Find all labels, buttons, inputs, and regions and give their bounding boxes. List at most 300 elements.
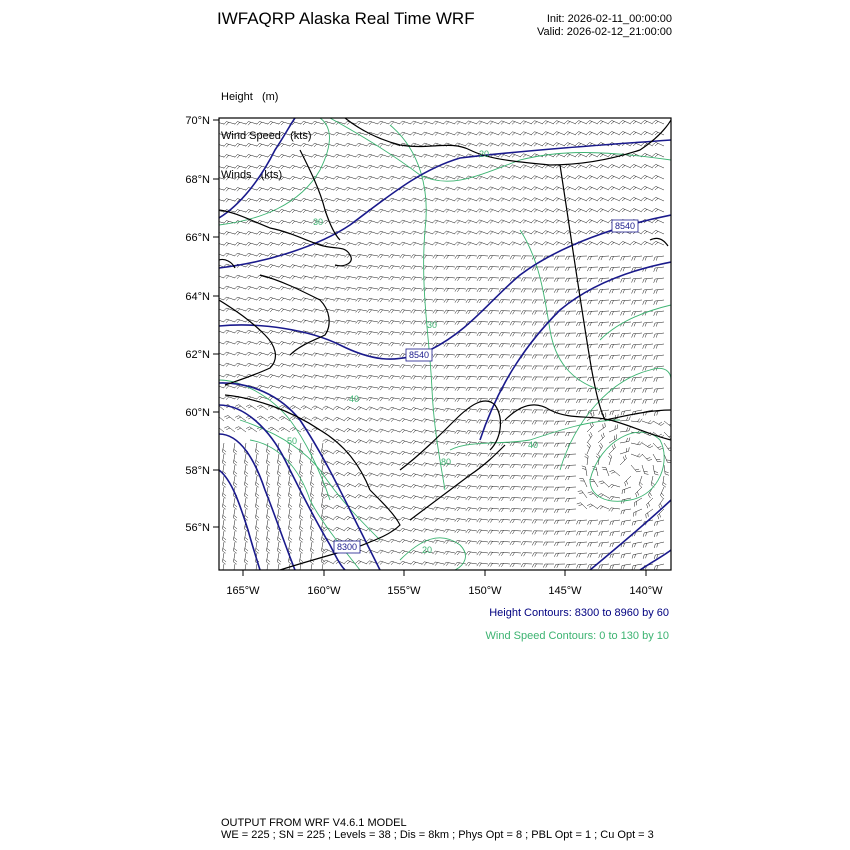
wind-barb [587, 344, 598, 348]
wind-barb [455, 496, 466, 500]
wind-barb [543, 231, 554, 235]
wind-barb [356, 309, 367, 313]
wind-barb [257, 363, 268, 367]
wind-barb [609, 241, 620, 245]
wind-barb [389, 398, 400, 402]
wind-barb [609, 267, 620, 271]
wind-barb [422, 132, 433, 136]
wind-barb [290, 375, 301, 379]
wind-barb [246, 275, 257, 279]
wind-barb [389, 418, 400, 422]
wind-barb [246, 330, 257, 334]
wind-barb [455, 441, 466, 445]
wind-barb [299, 498, 303, 509]
wind-barb [268, 330, 279, 334]
wind-barb [587, 443, 591, 454]
wind-barb [499, 399, 510, 403]
wind-barb [565, 198, 576, 202]
wind-barb [477, 255, 488, 259]
wind-barb [378, 364, 389, 368]
wind-barb [367, 254, 378, 258]
wind-barb [312, 276, 323, 280]
wind-barb [543, 377, 554, 381]
wind-barb [631, 120, 642, 124]
wind-barb [608, 454, 612, 465]
wind-barb [279, 364, 290, 368]
wind-barb [257, 264, 268, 268]
wind-barb [400, 528, 411, 532]
wind-barb [277, 509, 281, 520]
wind-barb [255, 531, 259, 542]
wind-barb [488, 231, 499, 235]
wind-barb [367, 407, 378, 411]
wind-barb [367, 198, 378, 202]
wind-barb [631, 131, 642, 135]
wind-barb [477, 409, 488, 413]
wind-barb [312, 331, 323, 335]
longitude-axis [226, 570, 663, 597]
wind-barb [213, 199, 224, 203]
wind-barb [323, 298, 334, 302]
wind-barb [277, 465, 281, 476]
wind-barb [588, 553, 598, 558]
wind-barb [643, 355, 653, 360]
wind-barb [510, 132, 521, 136]
wind-barb [444, 551, 455, 555]
wind-barb [411, 529, 422, 533]
wind-barb [521, 300, 532, 304]
wind-barb [621, 399, 631, 403]
wind-barb [565, 355, 576, 359]
wind-barb [532, 143, 543, 147]
wind-barb [488, 332, 499, 336]
wind-barb [521, 333, 532, 337]
wind-barb [213, 166, 224, 170]
wind-barb [510, 541, 521, 545]
wind-barb [222, 520, 226, 531]
wind-barb [257, 188, 268, 192]
wind-barb [631, 465, 641, 472]
wind-barb [510, 377, 521, 381]
wind-barb [643, 333, 653, 338]
wind-barb [246, 199, 257, 203]
wind-barb [510, 165, 521, 169]
wind-barb [268, 231, 279, 235]
wind-barb [378, 473, 389, 477]
wind-barb [277, 553, 281, 564]
wind-barb [378, 287, 389, 291]
wind-barb [510, 420, 521, 424]
wind-barb [576, 564, 587, 568]
wind-barb [345, 187, 356, 191]
wind-barb [222, 509, 226, 520]
wind-barb [510, 143, 521, 147]
wind-barb [356, 220, 367, 224]
wind-barb [323, 450, 334, 454]
wind-barb [411, 165, 422, 169]
wind-barb [213, 122, 224, 126]
wind-barb [521, 487, 532, 491]
wind-barb [632, 278, 642, 283]
wind-barb [411, 277, 422, 281]
wind-barb [321, 487, 325, 498]
wind-barb [477, 288, 488, 292]
wind-barb [433, 398, 444, 402]
wind-barb [310, 553, 314, 564]
wind-barb [609, 186, 620, 190]
wind-barb [422, 562, 433, 566]
wind-barb [224, 144, 235, 148]
wind-barb [323, 276, 334, 280]
wind-barb [643, 278, 653, 283]
wind-barb [532, 176, 543, 180]
wind-barb [400, 561, 411, 565]
wind-barb [268, 385, 279, 389]
wind-barb [301, 364, 312, 368]
wind-barb [334, 331, 345, 335]
wind-barb [422, 387, 433, 391]
wind-barb [433, 242, 444, 246]
wind-barb [587, 300, 598, 304]
wind-barb [543, 509, 554, 513]
wind-barb [433, 452, 444, 456]
wind-barb [477, 508, 488, 512]
wind-barb [543, 553, 554, 557]
wind-barb [609, 333, 620, 337]
wind-barb [422, 242, 433, 246]
wind-barb [400, 484, 411, 488]
wind-barb [444, 376, 455, 380]
wind-barb [565, 278, 576, 282]
wind-barb [642, 186, 653, 190]
wind-barb [422, 452, 433, 456]
wind-barb [246, 144, 257, 148]
wind-barb [565, 289, 576, 293]
wind-barb [466, 266, 477, 270]
wind-barb [632, 256, 642, 261]
wind-barb [554, 399, 565, 403]
wind-barb [499, 497, 510, 501]
wind-barb [411, 376, 422, 380]
wind-barb [422, 121, 433, 125]
wind-barb [356, 143, 367, 147]
wind-barb [444, 187, 455, 191]
wind-barb [532, 278, 543, 282]
wind-barb [609, 344, 620, 348]
wind-barb [466, 354, 477, 358]
wind-barb [334, 386, 345, 390]
wind-barb [312, 386, 323, 390]
wind-barb [510, 267, 521, 271]
wind-barb [532, 242, 543, 246]
wind-barb [222, 553, 226, 564]
wind-barb [321, 542, 325, 553]
wind-barb [367, 342, 378, 346]
wind-barb [367, 287, 378, 291]
wind-barb [521, 154, 532, 158]
wind-barb [345, 406, 356, 410]
wind-barb [400, 440, 411, 444]
wind-barb [532, 487, 543, 491]
wind-barb [433, 518, 444, 522]
wind-barb [532, 476, 543, 480]
wind-barb [477, 453, 488, 457]
wind-barb [634, 498, 642, 507]
wind-barb [312, 143, 323, 147]
wind-barb [488, 475, 499, 479]
wind-barb [444, 507, 455, 511]
wind-barb [400, 398, 411, 402]
wind-barb [466, 332, 477, 336]
wind-barb [301, 198, 312, 202]
wind-barb [543, 487, 554, 491]
wind-barb [444, 132, 455, 136]
wind-barb [367, 386, 378, 390]
wind-barb [334, 143, 345, 147]
wind-barb [266, 520, 270, 531]
wind-barb [301, 209, 312, 213]
wind-barb [235, 188, 246, 192]
wind-barb [389, 561, 400, 565]
wind-barb [257, 385, 268, 389]
wind-barb [433, 277, 444, 281]
wind-barb [532, 509, 543, 513]
wind-barb [643, 377, 653, 382]
wind-barb [488, 420, 499, 424]
wind-barb [378, 309, 389, 313]
wind-barb [488, 387, 499, 391]
wind-barb [411, 209, 422, 213]
wind-barb [411, 332, 422, 336]
wind-barb [334, 220, 345, 224]
wind-barb [466, 365, 477, 369]
wind-barb [631, 418, 642, 422]
wind-barb [510, 442, 521, 446]
wind-barb [543, 242, 554, 246]
wind-barb [345, 386, 356, 390]
wind-barb [323, 242, 334, 246]
wind-barb [532, 498, 543, 502]
wind-barb [389, 495, 400, 499]
wind-barb [532, 542, 543, 546]
wind-barb [477, 486, 488, 490]
wind-barb [246, 243, 257, 247]
wind-barb [334, 364, 345, 368]
wind-barb [356, 165, 367, 169]
wind-barb [400, 343, 411, 347]
height-contour [590, 500, 671, 570]
wind-barb [367, 242, 378, 246]
wind-barb [400, 550, 411, 554]
wind-barb [488, 343, 499, 347]
wind-barb [477, 121, 488, 125]
wind-barb [532, 520, 543, 524]
wind-barb [477, 220, 488, 224]
wind-barb [290, 298, 301, 302]
wind-barb [334, 209, 345, 213]
wind-barb [499, 453, 510, 457]
wind-barb [488, 563, 499, 567]
wind-barb [257, 144, 268, 148]
wind-barb [587, 220, 598, 224]
wind-barb [554, 520, 565, 524]
wind-barb [411, 266, 422, 270]
wind-barb [521, 388, 532, 392]
wind-barb [588, 531, 598, 536]
wind-barb [213, 253, 224, 257]
wind-barb [378, 462, 389, 466]
wind-barb [554, 487, 565, 491]
wind-barb [455, 518, 466, 522]
wind-barb [632, 366, 642, 371]
wind-barb [334, 298, 345, 302]
wind-barb [477, 187, 488, 191]
wind-barb [642, 164, 653, 168]
wind-barb [378, 154, 389, 158]
wind-barb [455, 242, 466, 246]
wind-barb [532, 355, 543, 359]
wind-barb [664, 432, 674, 438]
wind-barb [389, 310, 400, 314]
wind-barb [323, 176, 334, 180]
wind-barb [255, 487, 259, 498]
wind-barb [488, 552, 499, 556]
wind-barb [334, 406, 345, 410]
wind-barb [400, 299, 411, 303]
wind-barb [268, 187, 279, 191]
wind-barb [213, 177, 224, 181]
wind-barb [422, 474, 433, 478]
wind-barb [477, 530, 488, 534]
wind-barb [609, 496, 620, 500]
wind-barb [587, 278, 598, 282]
wind-barb [444, 299, 455, 303]
wind-barb [312, 353, 323, 357]
wind-barb [378, 320, 389, 324]
wind-barb [620, 208, 631, 212]
wind-barb [598, 209, 609, 213]
wind-barb [367, 418, 378, 422]
wind-barb [279, 331, 290, 335]
wind-barb [378, 132, 389, 136]
wind-barb [301, 143, 312, 147]
wind-barb [598, 322, 609, 326]
wind-barb [521, 531, 532, 535]
wind-barb [521, 421, 532, 425]
wind-barb [455, 321, 466, 325]
wind-barb [400, 429, 411, 433]
wind-barb [631, 164, 642, 168]
wind-barb [389, 451, 400, 455]
wind-barb [510, 289, 521, 293]
wind-barb [422, 154, 433, 158]
wind-barb [345, 342, 356, 346]
wind-barb [224, 275, 235, 279]
height-contour [640, 550, 671, 570]
wind-barb [378, 209, 389, 213]
wind-barb [488, 530, 499, 534]
wind-barb [455, 187, 466, 191]
wind-barb [488, 242, 499, 246]
wind-barb [279, 198, 290, 202]
wind-barb [213, 330, 224, 334]
wind-barb [521, 256, 532, 260]
wind-barb [654, 300, 664, 305]
wind-barb [345, 309, 356, 313]
wind-barb [400, 495, 411, 499]
wind-barb [345, 417, 356, 421]
wind-barb [389, 332, 400, 336]
wind-barb [444, 474, 455, 478]
wind-barb [620, 455, 626, 465]
wind-barb [455, 277, 466, 281]
wind-barb [466, 198, 477, 202]
wind-barb [488, 497, 499, 501]
wind-barb [532, 366, 543, 370]
wind-barb [266, 531, 270, 542]
wind-barb [400, 154, 411, 158]
wind-barb [466, 299, 477, 303]
wind-barb [521, 542, 532, 546]
wind-barb [222, 498, 226, 509]
wind-barb [632, 300, 642, 305]
height-contours [219, 118, 671, 570]
wind-barb [312, 397, 323, 401]
wind-barb [510, 322, 521, 326]
wind-barb [310, 531, 314, 542]
wind-barb [389, 550, 400, 554]
wind-barb [378, 429, 389, 433]
wind-barb [257, 133, 268, 137]
wind-barb [642, 230, 653, 234]
wind-barb [488, 365, 499, 369]
wind-barb [466, 376, 477, 380]
wind-barb [310, 443, 314, 454]
wind-barb [543, 132, 554, 136]
wind-barb [521, 143, 532, 147]
wind-barb [279, 298, 290, 302]
wind-barb [543, 443, 554, 447]
wind-barb [389, 473, 400, 477]
wind-barb [609, 256, 620, 260]
wind-barb [224, 133, 235, 137]
wind-barb [444, 529, 455, 533]
wind-barb [639, 476, 643, 487]
wind-barb [554, 220, 565, 224]
wind-barb [455, 463, 466, 467]
wind-barb [565, 476, 576, 480]
wind-barb [433, 220, 444, 224]
wind-barb [587, 231, 598, 235]
wind-barb [244, 542, 248, 553]
wind-barb [345, 132, 356, 136]
wind-barb [654, 278, 664, 283]
wind-barb [378, 451, 389, 455]
wind-barb [598, 132, 609, 136]
wind-barb [654, 542, 664, 548]
wind-barb [299, 520, 303, 531]
wind-barb [499, 256, 510, 260]
wind-barb [543, 564, 554, 568]
wind-barb [488, 464, 499, 468]
wind-barb [543, 355, 554, 359]
wind-barb [598, 256, 609, 260]
wind-barb [422, 398, 433, 402]
wind-barb [554, 231, 565, 235]
wind-barb [433, 540, 444, 544]
wind-barb [510, 563, 521, 567]
wind-barb [455, 529, 466, 533]
